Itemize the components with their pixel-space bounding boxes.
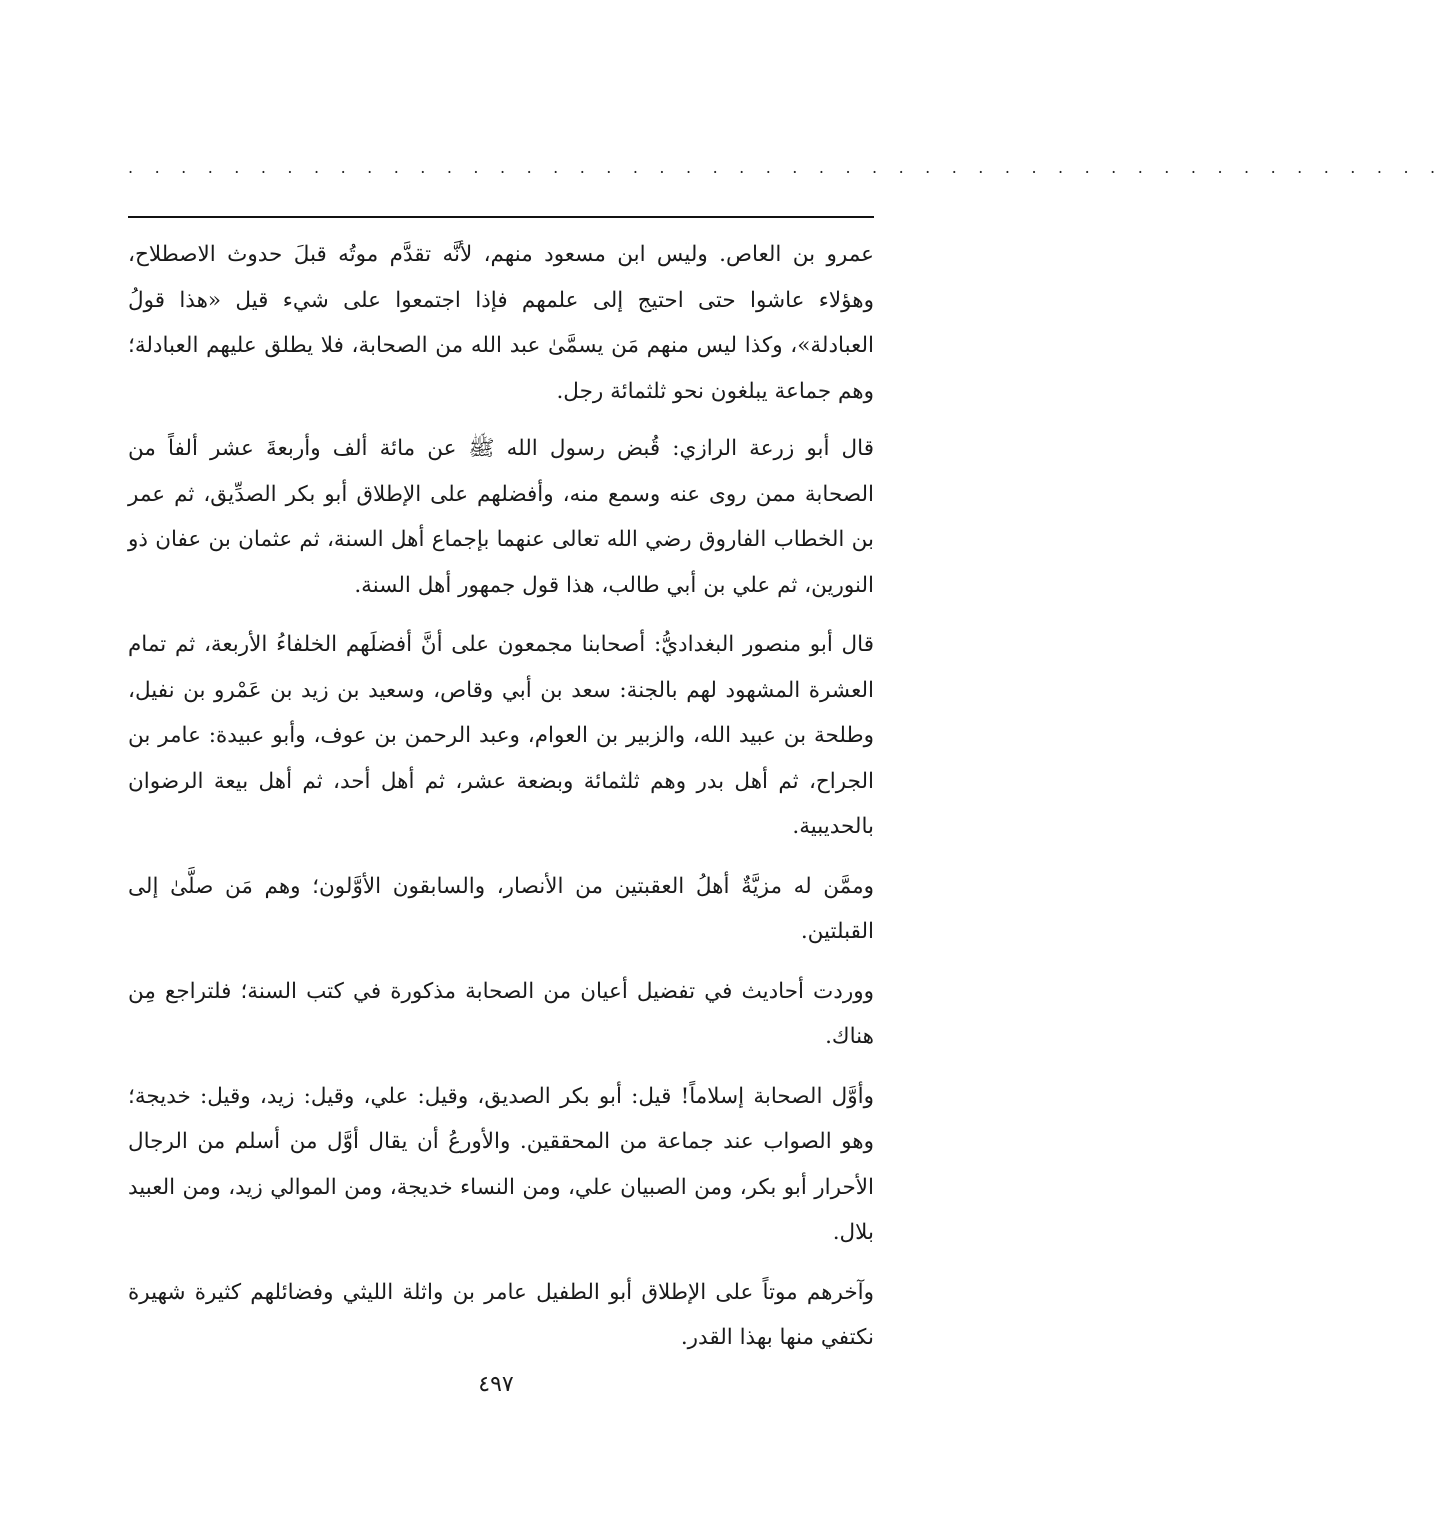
paragraph-first-muslims: وأوَّل الصحابة إسلاماً! قيل: أبو بكر الصديق، وقيل: علي، وقيل: زيد، وقيل: خديجة؛ وهو الصواب عند جماعة من المحققين. والأورعُ أن يقال أوَّل من أسلم من الرجال الأحرار أبو بكر، ومن الصبيان علي، ومن النساء خديجة، ومن الموالي زيد، ومن العبيد بلال.	[128, 1083, 874, 1245]
paragraph-hadiths: ووردت أحاديث في تفضيل أعيان من الصحابة مذكورة في كتب السنة؛ فلتراجع مِن هناك.	[128, 978, 874, 1049]
separator-dots: . . . . . . . . . . . . . . . . . . . . . . . . . . . . . . . . . . . . . . . . . . . . . . . . . .	[128, 158, 1443, 177]
paragraph-abu-mansur: قال أبو منصور البغداديُّ: أصحابنا مجمعون على أنَّ أفضلَهم الخلفاءُ الأربعة، ثم تمام العشرة المشهود لهم بالجنة: سعد بن أبي وقاص، وسعيد بن زيد بن عَمْرو بن نفيل، وطلحة بن عبيد الله، والزبير بن العوام، وعبد الرحمن بن عوف، وأبو عبيدة: عامر بن الجراح، ثم أهل بدر وهم ثلثمائة وبضعة عشر، ثم أهل أحد، ثم أهل بيعة الرضوان بالحديبية.	[128, 632, 874, 839]
paragraph-last-companion: وآخرهم موتاً على الإطلاق أبو الطفيل عامر بن واثلة الليثي وفضائلهم كثيرة شهيرة نكتفي منها بهذا القدر.	[128, 1279, 874, 1350]
paragraph-abadila: عمرو بن العاص. وليس ابن مسعود منهم، لأنَّه تقدَّم موتُه قبلَ حدوث الاصطلاح، وهؤلاء عاشوا حتى احتيج إلى علمهم فإذا اجتمعوا على شيء قيل «هذا قولُ العبادلة»، وكذا ليس منهم مَن يسمَّىٰ عبد الله من الصحابة، فلا يطلق عليهم العبادلة؛ وهم جماعة يبلغون نحو ثلثمائة رجل.	[128, 242, 874, 404]
paragraph-abu-zura: قال أبو زرعة الرازي: قُبض رسول الله ﷺ عن مائة ألف وأربعةَ عشر ألفاً من الصحابة ممن روى عنه وسمع منه، وأفضلهم على الإطلاق أبو بكر الصدِّيق، ثم عمر بن الخطاب الفاروق رضي الله تعالى عنهما بإجماع أهل السنة، ثم عثمان بن عفان ذو النورين، ثم علي بن أبي طالب، هذا قول جمهور أهل السنة.	[128, 436, 874, 598]
body-text	[128, 232, 874, 1375]
paragraph-merit: وممَّن له مزيَّةٌ أهلُ العقبتين من الأنصار، والسابقون الأوَّلون؛ وهم مَن صلَّىٰ إلى القبلتين.	[128, 873, 874, 944]
footnote-rule	[128, 216, 874, 218]
page-number: ٤٩٧	[478, 1372, 514, 1397]
